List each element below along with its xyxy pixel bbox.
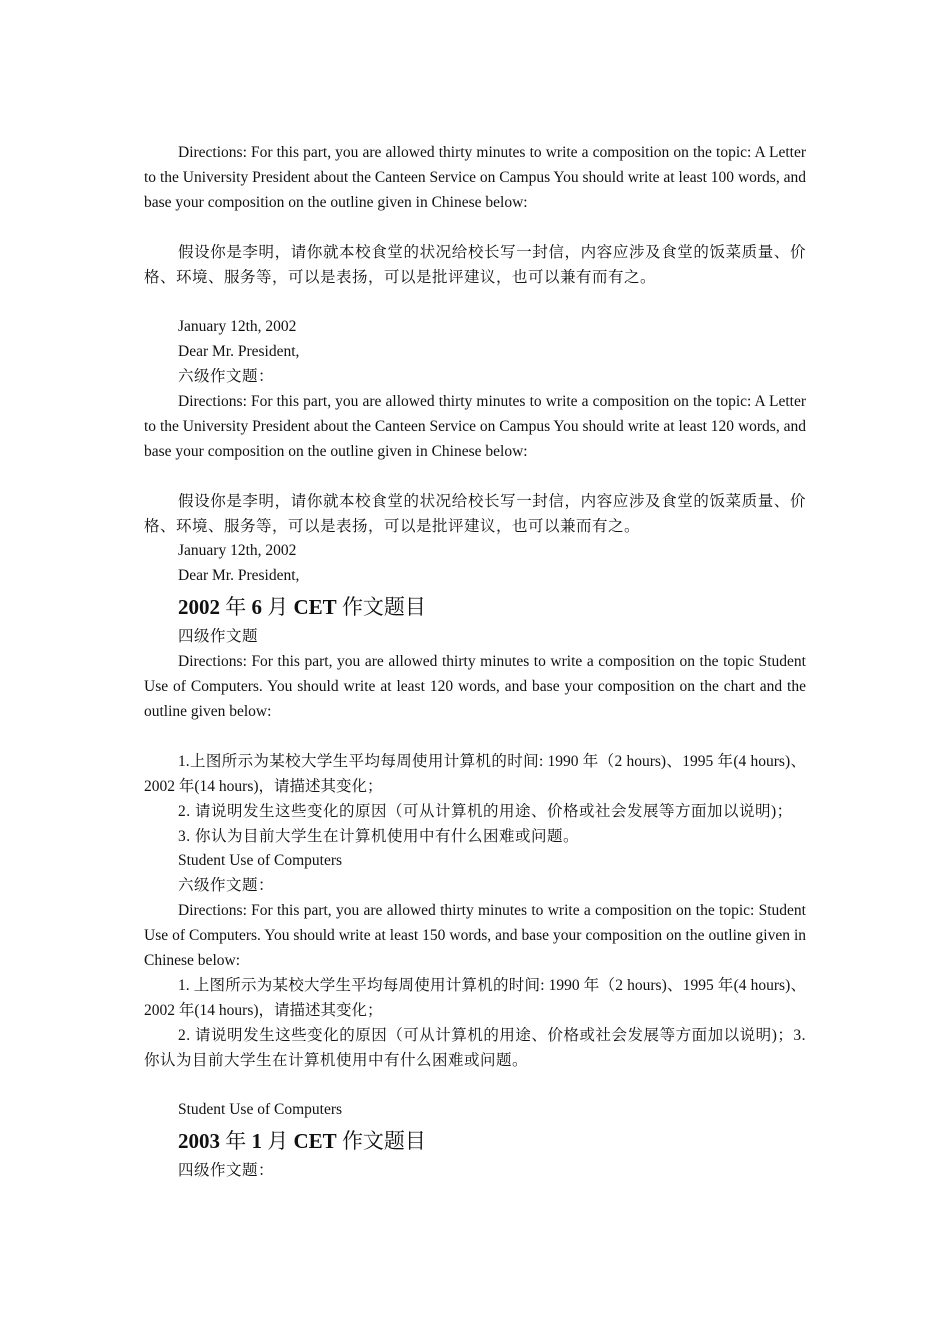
cet6-directions-2002-jan: Directions: For this part, you are allowed thirty minutes to write a composition on the topic: A Letter to the University President about the Canteen Service on Campus You should write at least 120 words, and base your composition on the outline given in Chinese below: — [144, 393, 806, 460]
letter-salutation: Dear Mr. President, — [178, 567, 300, 585]
heading-cet: CET — [293, 1129, 337, 1154]
heading-year: 2002 — [178, 595, 220, 620]
section-heading-2003-jan — [144, 1123, 806, 1159]
heading-month-unit: 月 — [267, 595, 289, 620]
heading-suffix: 作文题目 — [341, 595, 426, 620]
outline-point-2: 2. 请说明发生这些变化的原因（可从计算机的用途、价格或社会发展等方面加以说明)； — [178, 802, 793, 820]
spacer — [144, 1074, 806, 1099]
outline-point-1: 1.上图所示为某校大学生平均每周使用计算机的时间: 1990 年（2 hours)、1995 年(4 hours)、2002 年(14 hours)，请描述其变化； — [144, 752, 806, 795]
cet4-directions-2002-jan: Directions: For this part, you are allowed thirty minutes to write a composition on the topic: A Letter to the University President about the Canteen Service on Campus You should write at least 100 words, and base your composition on the outline given in Chinese below: — [144, 144, 806, 211]
spacer — [144, 290, 806, 315]
cet6-prompt-2002-jan: 假设你是李明，请你就本校食堂的状况给校长写一封信，内容应涉及食堂的饭菜质量、价格、环境、服务等，可以是表扬，可以是批评建议，也可以兼而有之。 — [144, 492, 806, 535]
outline-points-2-3: 2. 请说明发生这些变化的原因（可从计算机的用途、价格或社会发展等方面加以说明)；3. 你认为目前大学生在计算机使用中有什么困难或问题。 — [144, 1026, 806, 1069]
document-body — [144, 141, 806, 1184]
outline-point-3: 3. 你认为目前大学生在计算机使用中有什么困难或问题。 — [178, 827, 580, 845]
cet6-label: 六级作文题： — [178, 877, 275, 895]
cet4-directions-2002-jun: Directions: For this part, you are allowed thirty minutes to write a composition on the topic Student Use of Computers. You should write at least 120 words, and base your composition on the chart and the outline given below: — [144, 653, 806, 720]
essay-title: Student Use of Computers — [178, 852, 343, 870]
cet4-label: 四级作文题 — [178, 628, 259, 646]
heading-month-unit: 月 — [267, 1129, 289, 1154]
heading-year-unit: 年 — [225, 595, 247, 620]
heading-year: 2003 — [178, 1129, 220, 1154]
letter-date: January 12th, 2002 — [178, 318, 297, 336]
heading-suffix: 作文题目 — [341, 1129, 426, 1154]
cet4-label: 四级作文题： — [178, 1162, 275, 1180]
heading-month: 1 — [251, 1129, 262, 1154]
outline-point-1: 1. 上图所示为某校大学生平均每周使用计算机的时间: 1990 年（2 hours)、1995 年(4 hours)、2002 年(14 hours)，请描述其变化； — [144, 976, 806, 1019]
essay-title: Student Use of Computers — [178, 1101, 343, 1119]
cet6-directions-2002-jun: Directions: For this part, you are allowed thirty minutes to write a composition on the topic: Student Use of Computers. You should write at least 150 words, and base your composition on the outline given in Chinese below: — [144, 902, 806, 970]
section-heading-2002-jun — [144, 589, 806, 625]
letter-date: January 12th, 2002 — [178, 542, 297, 560]
heading-month: 6 — [251, 595, 262, 620]
cet6-label: 六级作文题： — [178, 368, 275, 386]
heading-cet: CET — [293, 595, 337, 620]
letter-salutation: Dear Mr. President, — [178, 343, 300, 361]
cet4-prompt-2002-jan: 假设你是李明，请你就本校食堂的状况给校长写一封信，内容应涉及食堂的饭菜质量、价格、环境、服务等，可以是表扬，可以是批评建议，也可以兼有而有之。 — [144, 243, 806, 286]
spacer — [144, 465, 806, 490]
spacer — [144, 725, 806, 750]
heading-year-unit: 年 — [225, 1129, 247, 1154]
spacer — [144, 216, 806, 241]
